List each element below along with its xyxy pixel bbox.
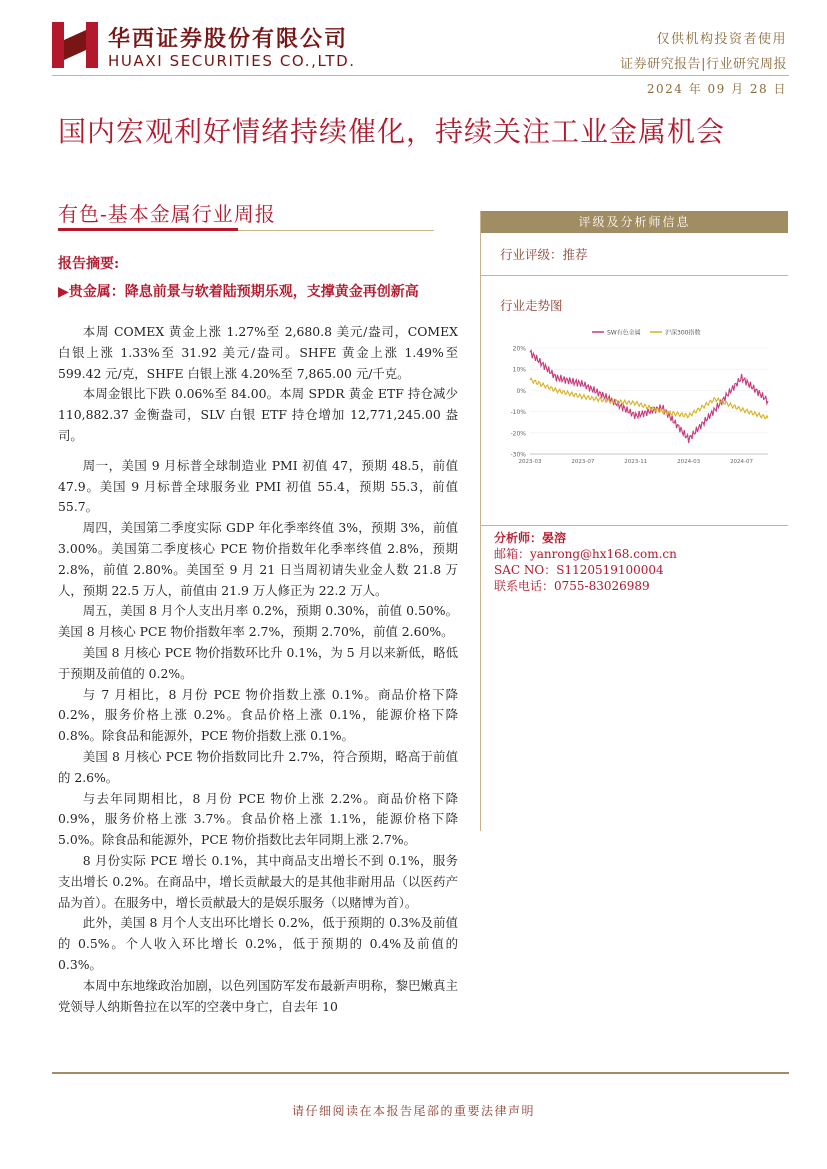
report-category: 证券研究报告|行业研究周报 [620, 57, 787, 72]
header-divider [52, 75, 789, 76]
chart-legend-label: 沪深300指数 [665, 329, 701, 337]
paragraph: 美国 8 月核心 PCE 物价指数同比升 2.7%，符合预期，略高于前值的 2.6%。 [58, 748, 458, 785]
trend-chart-label: 行业走势图 [500, 298, 563, 313]
paragraph: 8 月份实际 PCE 增长 0.1%，其中商品支出增长不到 0.1%，服务支出增长 0.2%。在商品中，增长贡献最大的是其他非耐用品（以医药产品为首）。在服务中，增长贡献最大的是娱乐服务（以赌博为首）。 [58, 852, 458, 910]
huaxi-logo-icon [52, 22, 98, 68]
paragraph: 与 7 月相比，8 月份 PCE 物价指数上涨 0.1%。商品价格下降 0.2%，服务价格上涨 0.2%。食品价格上涨 0.1%，能源价格下降 0.8%。除食品和能源外，PCE 物价指数上涨 0.1%。 [58, 686, 458, 744]
chart-x-tick-label: 2023-03 [518, 459, 542, 465]
report-subtitle: 有色-基本金属行业周报 [58, 202, 276, 226]
paragraph: 周五，美国 8 月个人支出月率 0.2%，预期 0.30%，前值 0.50%。美国 8 月核心 PCE 物价指数年率 2.7%，预期 2.70%，前值 2.60%。 [58, 603, 458, 640]
paragraph: 美国 8 月核心 PCE 物价指数环比升 0.1%，为 5 月以来新低，略低于预期及前值的 0.2%。 [58, 644, 458, 681]
chart-x-tick-label: 2023-11 [624, 459, 648, 465]
paragraph: 此外，美国 8 月个人支出环比增长 0.2%，低于预期的 0.3%及前值的 0.5%。个人收入环比增长 0.2%，低于预期的 0.4%及前值的 0.3%。 [58, 915, 458, 972]
industry-trend-chart [496, 320, 776, 470]
sidebar-divider [481, 525, 788, 526]
chart-legend-label: SW有色金属 [607, 329, 641, 337]
chart-x-tick-label: 2024-07 [730, 459, 754, 465]
analyst-name: 分析师：晏溶 [494, 531, 567, 545]
company-name-cn: 华西证券股份有限公司 [108, 26, 349, 52]
report-title: 国内宏观利好情绪持续催化，持续关注工业金属机会 [58, 115, 726, 148]
chart-y-tick-label: -20% [510, 430, 526, 438]
company-name-en: HUAXI SECURITIES CO.,LTD. [108, 52, 356, 70]
analyst-email: 邮箱：yanrong@hx168.com.cn [494, 547, 677, 561]
investor-notice: 仅供机构投资者使用 [656, 32, 787, 47]
chart-series-line [530, 351, 768, 443]
report-date: 2024 年 09 月 28 日 [646, 82, 787, 96]
key-point-heading: ▶贵金属：降息前景与软着陆预期乐观，支撑黄金再创新高 [58, 284, 419, 300]
chart-y-tick-label: 20% [512, 345, 526, 353]
industry-rating: 行业评级：推荐 [500, 247, 588, 262]
paragraph: 与去年同期相比，8 月份 PCE 物价上涨 2.2%。商品价格下降 0.9%，服务价格上涨 3.7%。食品价格上涨 1.1%，能源价格下降 5.0%。除食品和能源外，PCE 物价指数比去年同期上涨 2.7%。 [58, 790, 458, 848]
subtitle-underline [58, 228, 238, 231]
legal-notice: 请仔细阅读在本报告尾部的重要法律声明 [291, 1104, 535, 1118]
footer-divider [52, 1072, 789, 1074]
chart-y-tick-label: 0% [516, 387, 526, 395]
paragraph: 本周金银比下跌 0.06%至 84.00。本周 SPDR 黄金 ETF 持仓减少 110,882.37 金衡盎司，SLV 白银 ETF 持仓增加 12,771,245.00 盎司。 [58, 386, 458, 443]
paragraph: 周一，美国 9 月标普全球制造业 PMI 初值 47，预期 48.5，前值 47.9。美国 9 月标普全球服务业 PMI 初值 55.4，预期 55.3，前值 55.7。 [58, 457, 458, 515]
analyst-sac-number: SAC NO：S1120519100004 [494, 563, 664, 577]
chart-x-tick-label: 2024-03 [677, 459, 701, 465]
chart-y-tick-label: 10% [512, 366, 526, 374]
report-body [58, 322, 458, 1017]
paragraph: 周四，美国第二季度实际 GDP 年化季率终值 3%，预期 3%，前值 3.00%。美国第二季度核心 PCE 物价指数年化季率终值 2.8%，预期 2.8%，前值 2.80%。美国至 9 月 21 日当周初请失业金人数 21.8 万人，预期 22.5 万人，前值由 21.9 万人修正为 22.2 万人。 [58, 520, 458, 598]
sidebar-header: 评级及分析师信息 [481, 211, 788, 233]
chart-y-tick-label: -10% [510, 409, 526, 417]
paragraph: 本周中东地缘政治加剧，以色列国防军发布最新声明称，黎巴嫩真主党领导人纳斯鲁拉在以军的空袭中身亡，自去年 10 [58, 977, 458, 1014]
sidebar-divider [481, 275, 788, 276]
chart-y-tick-label: -30% [510, 451, 526, 459]
analyst-phone: 联系电话：0755-83026989 [494, 579, 650, 593]
chart-x-tick-label: 2023-07 [571, 459, 595, 465]
paragraph: 本周 COMEX 黄金上涨 1.27%至 2,680.8 美元/盎司，COMEX 白银上涨 1.33%至 31.92 美元/盎司。SHFE 黄金上涨 1.49%至 599.42 元/克，SHFE 白银上涨 4.20%至 7,865.00 元/千克。 [58, 324, 458, 381]
summary-heading: 报告摘要: [58, 256, 120, 272]
subtitle-divider [238, 230, 434, 231]
